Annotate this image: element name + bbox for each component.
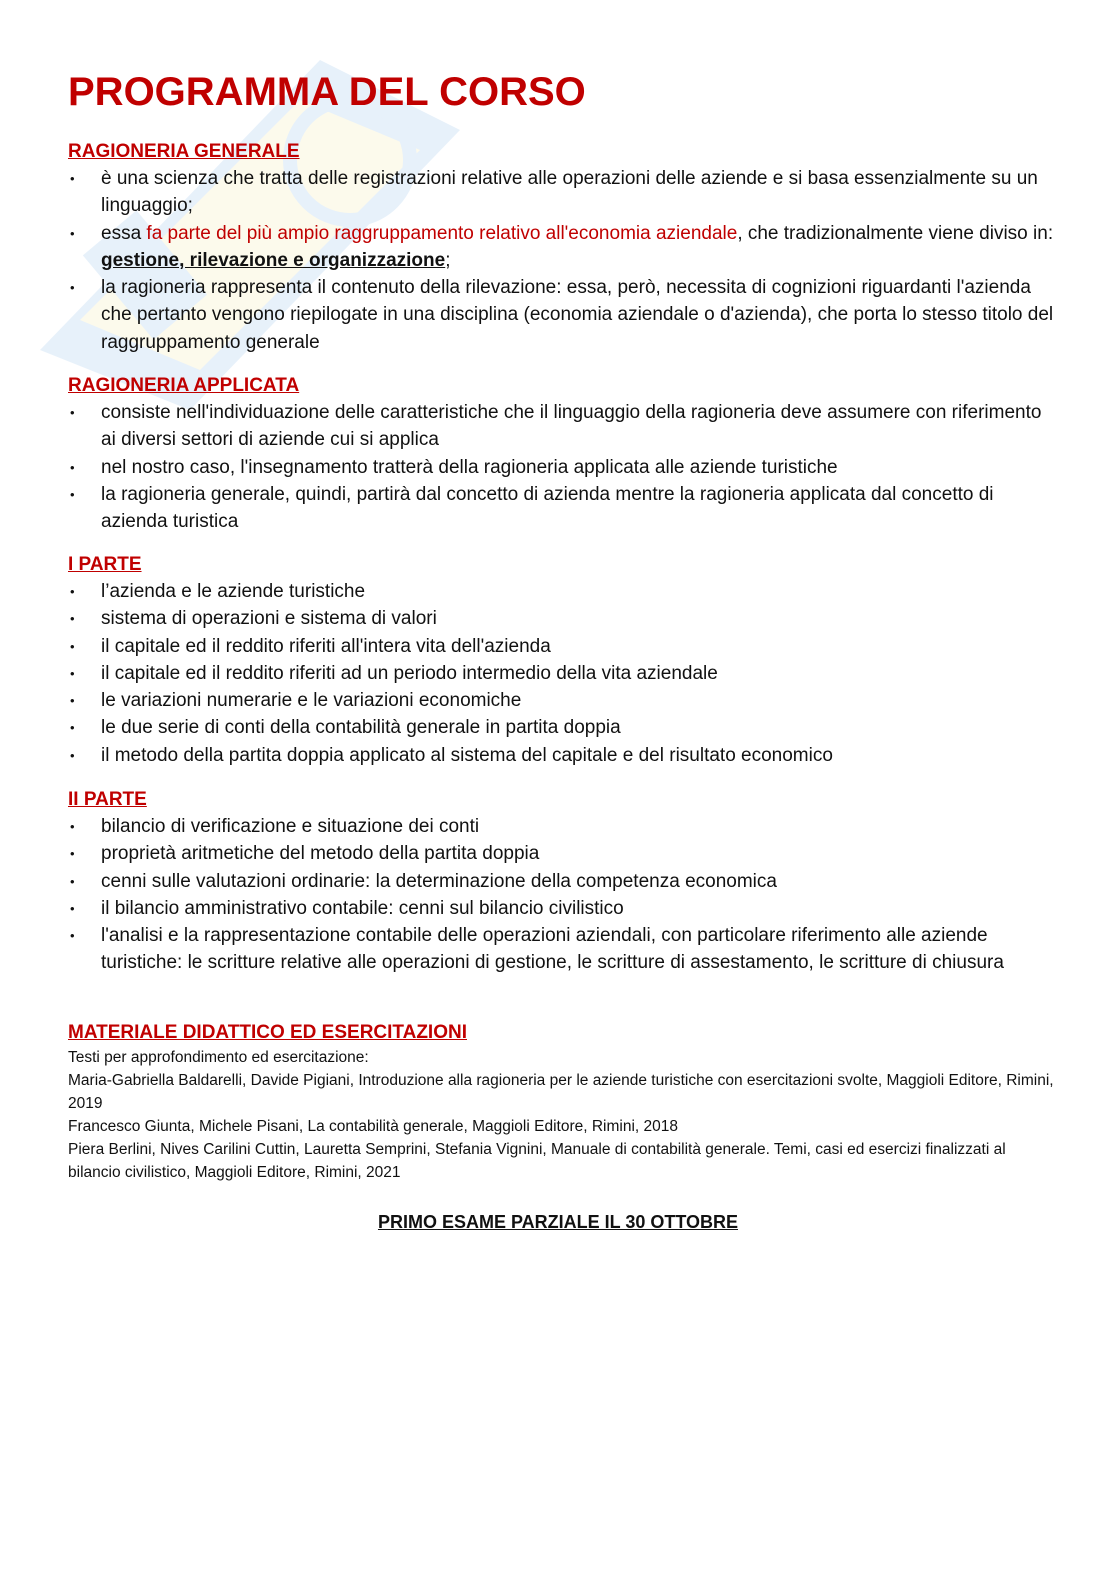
section-ragioneria-applicata: [68, 373, 1058, 535]
section-parte-1: [68, 552, 1058, 769]
bullet-icon: •: [70, 405, 75, 420]
section-parte-2: [68, 787, 1058, 977]
list-item: [68, 895, 1058, 922]
list-item-text: la ragioneria generale, quindi, partirà dal concetto di azienda mentre la ragioneria applicata dal concetto di azienda turistica: [101, 483, 994, 533]
bullet-icon: •: [70, 171, 75, 186]
list-item: [68, 660, 1058, 687]
list-item-text-mid: , che tradizionalmente viene diviso in:: [737, 222, 1054, 244]
list-item-text: l'analisi e la rappresentazione contabile delle operazioni aziendali, con particolare riferimento alle aziende turistiche: le scritture relative alle operazioni di gestione, le scritture di assestamento, le scritture di chiusura: [101, 925, 1004, 974]
bullet-icon: •: [70, 486, 75, 502]
list-item: [68, 274, 1058, 356]
bullet-icon: •: [70, 846, 75, 862]
bullet-icon: •: [70, 584, 75, 599]
list-item: [68, 605, 1058, 632]
bullet-list: [68, 578, 1058, 769]
section-heading: MATERIALE DIDATTICO ED ESERCITAZIONI: [68, 1022, 467, 1043]
emphasized-text: gestione, rilevazione e organizzazione: [101, 249, 446, 271]
list-item: [68, 714, 1058, 741]
list-item: [68, 165, 1058, 220]
list-item-text: le variazioni numerarie e le variazioni economiche: [101, 690, 522, 712]
reference-entry: Piera Berlini, Nives Carilini Cuttin, Lauretta Semprini, Stefania Vignini, Manuale di contabilità generale. Temi, casi ed esercizi finalizzati al bilancio civilistico, Maggioli Editore, Rimini, 2021: [68, 1141, 1006, 1181]
bullet-icon: •: [70, 459, 75, 475]
list-item: [68, 922, 1058, 977]
list-item-text-pre: essa: [101, 222, 147, 244]
list-item: [68, 399, 1058, 454]
section-heading: II PARTE: [68, 789, 147, 810]
list-item: [68, 840, 1058, 867]
bullet-icon: •: [70, 280, 75, 296]
bullet-icon: •: [70, 747, 75, 763]
bullet-list: [68, 399, 1058, 535]
list-item: [68, 813, 1058, 840]
section-materiale-didattico: [68, 1020, 1058, 1184]
list-item: [68, 687, 1058, 714]
list-item: [68, 633, 1058, 660]
list-item-text: è una scienza che tratta delle registrazioni relative alle operazioni delle aziende e si basa essenzialmente su un linguaggio;: [101, 168, 1038, 217]
bullet-icon: •: [70, 900, 75, 916]
list-item-text: consiste nell'individuazione delle caratteristiche che il linguaggio della ragioneria deve assumere con riferimento ai diversi settori di aziende cui si applica: [101, 402, 1042, 451]
exam-date-note: PRIMO ESAME PARZIALE IL 30 OTTOBRE: [377, 1212, 739, 1232]
bullet-list: [68, 813, 1058, 977]
list-item: [68, 868, 1058, 895]
bullet-list: [68, 165, 1058, 356]
page-title: PROGRAMMA DEL CORSO: [68, 70, 586, 114]
list-item: [68, 454, 1058, 481]
bullet-icon: •: [70, 225, 75, 241]
list-item-text: proprietà aritmetiche del metodo della partita doppia: [101, 843, 540, 865]
highlighted-text: fa parte del più ampio raggruppamento relativo all'economia aziendale: [146, 222, 738, 244]
bullet-icon: •: [70, 720, 75, 736]
list-item-text: la ragioneria rappresenta il contenuto della rilevazione: essa, però, necessita di cognizioni riguardanti l'azienda che pertanto vengono riepilogate in una disciplina (economia aziendale o d'azienda), che porta lo stesso titolo del raggruppamento generale: [101, 277, 1054, 353]
list-item-text: bilancio di verificazione e situazione dei conti: [101, 816, 480, 837]
bullet-icon: •: [70, 873, 75, 889]
section-ragioneria-generale: [68, 139, 1058, 356]
reference-entry: Maria-Gabriella Baldarelli, Davide Pigiani, Introduzione alla ragioneria per le aziende turistiche con esercitazioni svolte, Maggioli Editore, Rimini, 2019: [68, 1072, 1054, 1112]
list-item-text: nel nostro caso, l'insegnamento tratterà della ragioneria applicata alle aziende turistiche: [101, 456, 838, 478]
list-item: [68, 578, 1058, 605]
list-item-text: sistema di operazioni e sistema di valori: [101, 608, 437, 630]
bullet-icon: •: [70, 928, 75, 944]
list-item-text-end: ;: [445, 249, 451, 271]
list-item: [68, 220, 1058, 275]
list-item: [68, 481, 1058, 536]
reference-entry: Francesco Giunta, Michele Pisani, La contabilità generale, Maggioli Editore, Rimini, 2018: [68, 1118, 678, 1135]
list-item-text: il bilancio amministrativo contabile: cenni sul bilancio civilistico: [101, 897, 624, 919]
references-intro: Testi per approfondimento ed esercitazione:: [68, 1049, 369, 1066]
list-item-text: il capitale ed il reddito riferiti ad un periodo intermedio della vita aziendale: [101, 662, 718, 684]
section-heading: RAGIONERIA APPLICATA: [68, 375, 300, 396]
list-item-text: le due serie di conti della contabilità generale in partita doppia: [101, 717, 621, 739]
bullet-icon: •: [70, 693, 75, 709]
list-item-text: l’azienda e le aziende turistiche: [101, 581, 366, 602]
list-item-text: il metodo della partita doppia applicato al sistema del capitale e del risultato economico: [101, 744, 833, 766]
bullet-icon: •: [70, 819, 75, 834]
list-item-text: il capitale ed il reddito riferiti all'intera vita dell'azienda: [101, 635, 551, 657]
bullet-icon: •: [70, 638, 75, 654]
list-item: [68, 742, 1058, 769]
bullet-icon: •: [70, 611, 75, 627]
list-item-text: cenni sulle valutazioni ordinarie: la determinazione della competenza economica: [101, 870, 777, 892]
bullet-icon: •: [70, 665, 75, 681]
section-heading: I PARTE: [68, 554, 142, 575]
section-heading: RAGIONERIA GENERALE: [68, 141, 300, 162]
